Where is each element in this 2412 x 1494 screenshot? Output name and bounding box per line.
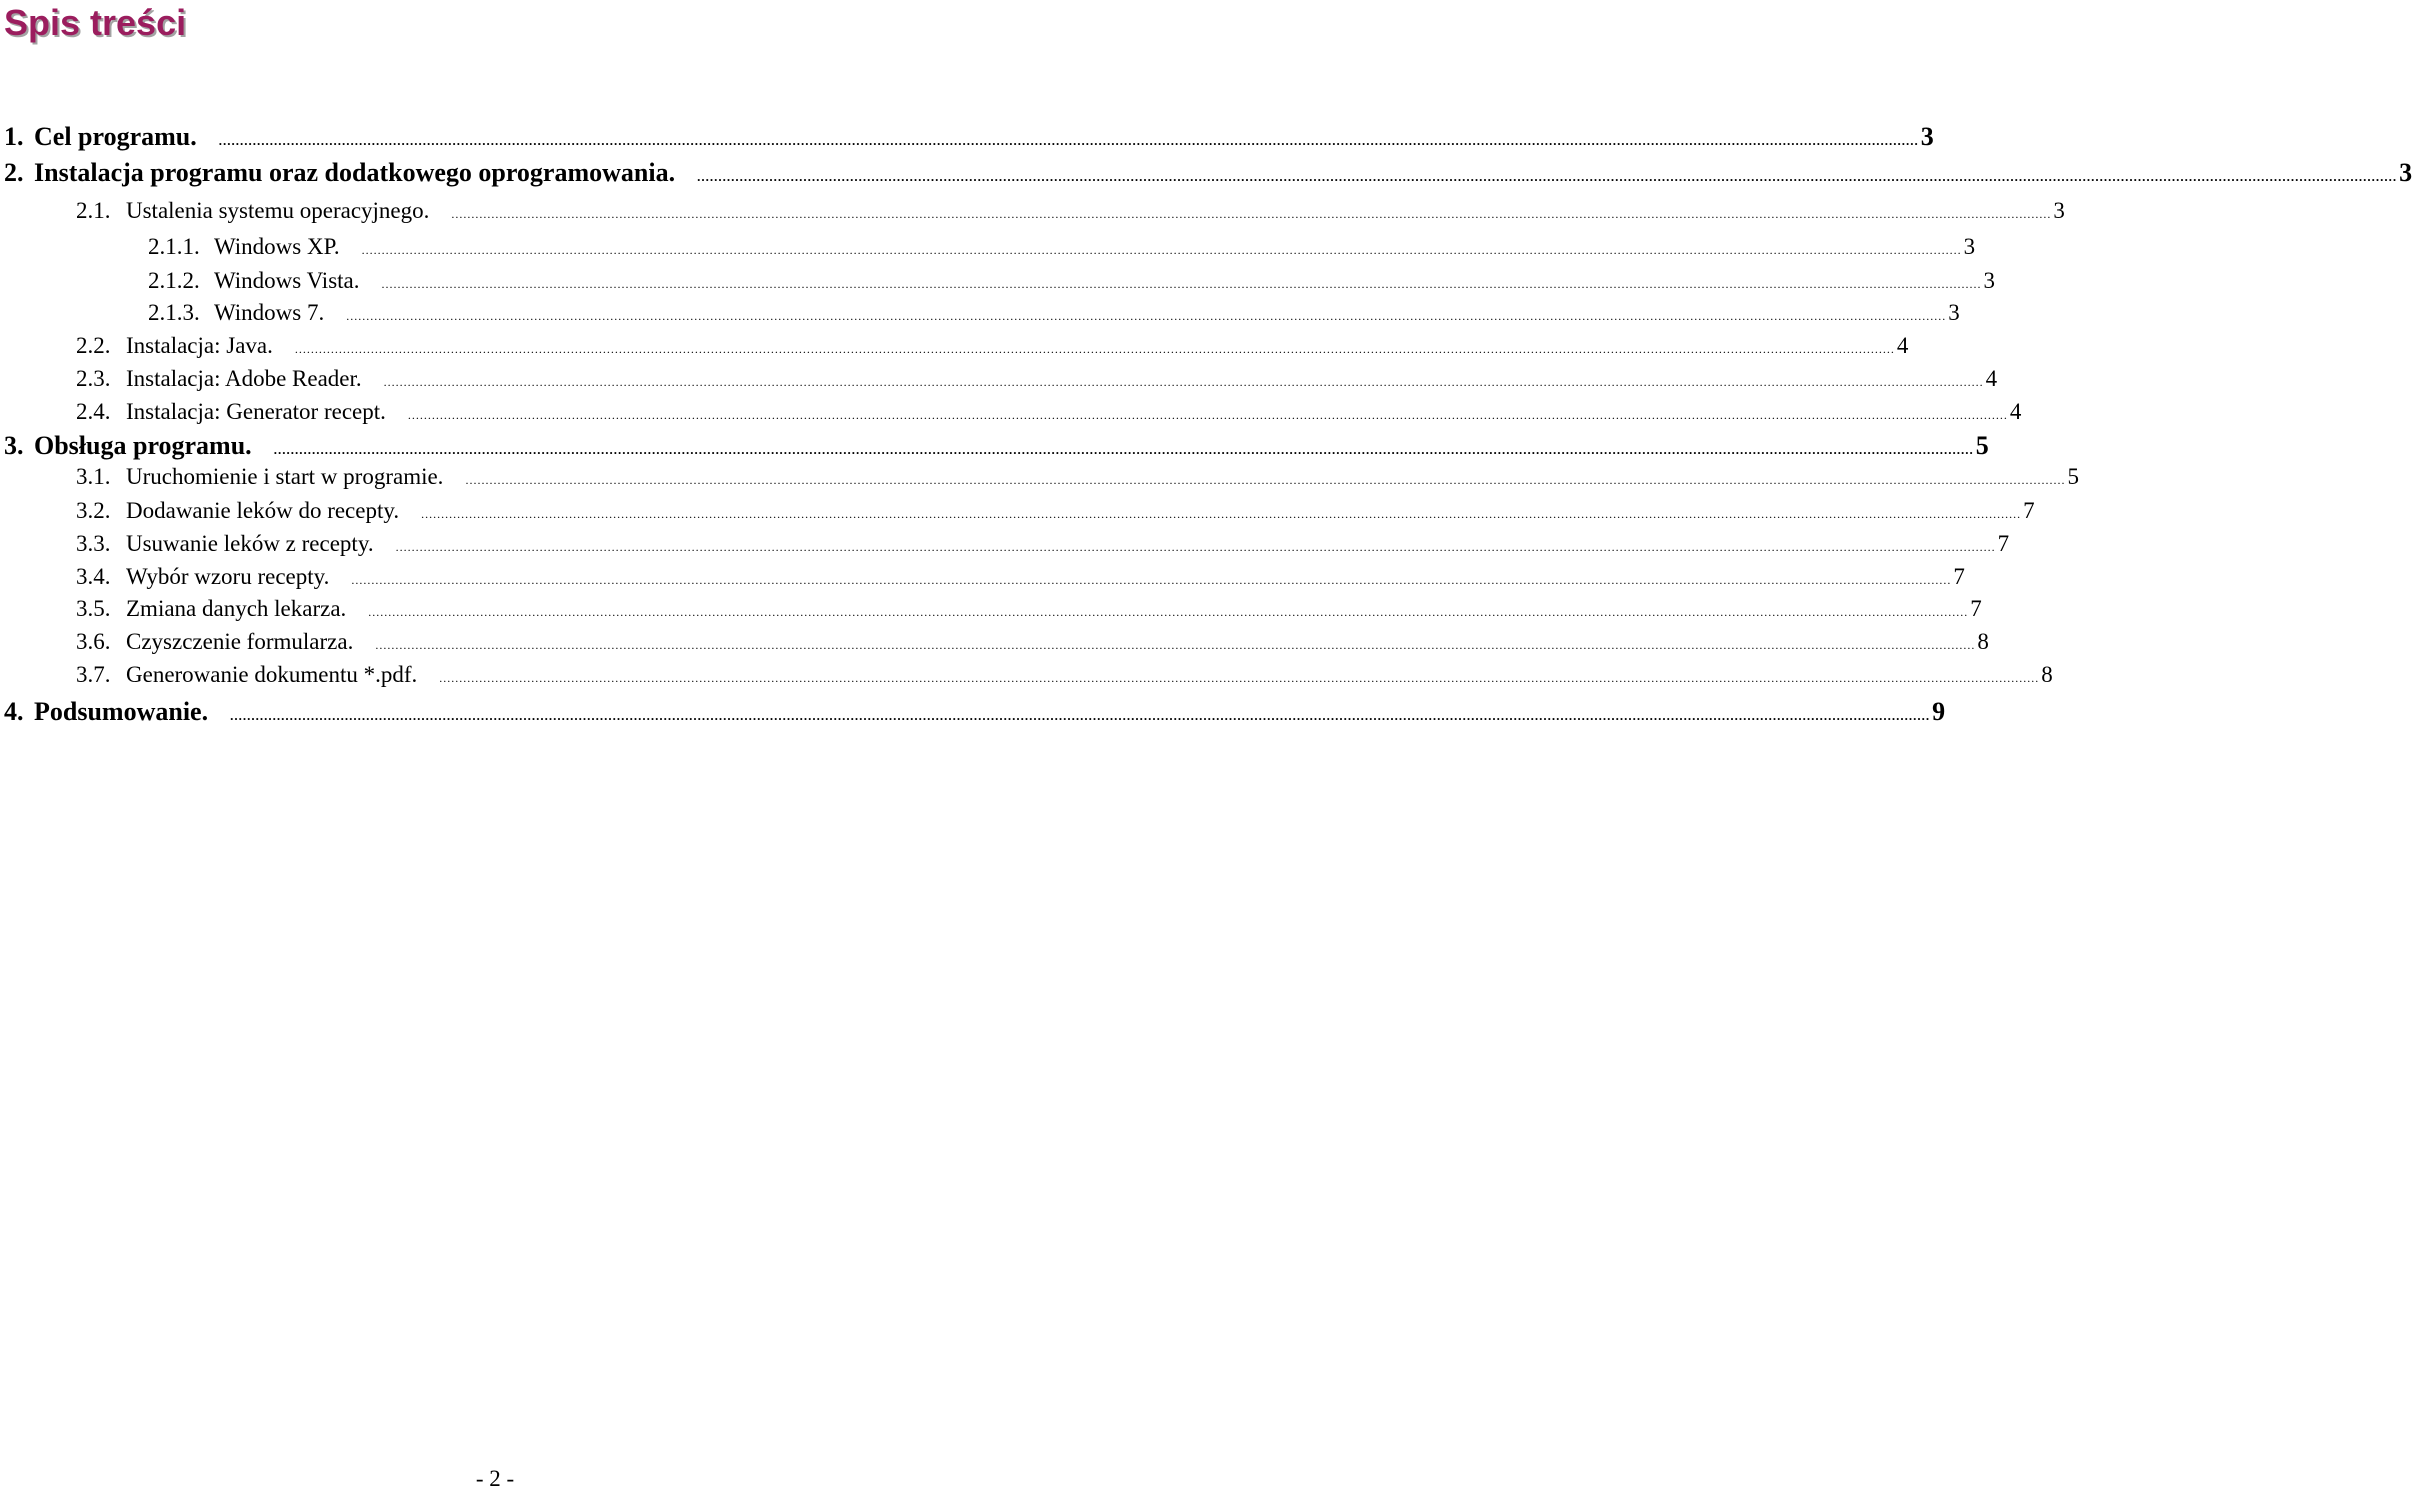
- toc-entry[interactable]: [148, 232, 1976, 265]
- toc-entry-number: 2.1.2.: [148, 268, 200, 293]
- toc-dot-leader: ................................................................................................................................................................................................................................................................................................................................................................................................................: [351, 573, 1952, 587]
- toc-entry-page: 3: [1948, 300, 1960, 325]
- toc-entry-page: 5: [1975, 431, 1989, 460]
- toc-entry-label: Windows 7.: [214, 300, 325, 325]
- toc-entry-number: 2.4.: [76, 399, 111, 424]
- toc-entry-label: Generowanie dokumentu *.pdf.: [126, 662, 418, 687]
- toc-entry-label: Instalacja: Adobe Reader.: [126, 366, 362, 391]
- toc-entry[interactable]: [76, 529, 2010, 562]
- toc-entry-page: 3: [1963, 234, 1976, 259]
- toc-entry[interactable]: [76, 331, 1909, 364]
- toc-entry-page: 3: [1983, 268, 1995, 293]
- toc-entry-page: 4: [2009, 399, 2022, 424]
- toc-entry[interactable]: [148, 298, 1960, 331]
- page-number-footer: - 2 -: [475, 1466, 515, 1491]
- toc-dot-leader: ................................................................................................................................................................................................................................................................................................................................................................................................................: [346, 309, 1947, 323]
- toc-dot-leader: ................................................................................................................................................................................................................................................................................................................................................................................................................: [439, 671, 2040, 685]
- toc-entry-number: 3.: [4, 431, 24, 460]
- toc-entry[interactable]: [4, 695, 1946, 733]
- toc-entry-label: Dodawanie leków do recepty.: [126, 498, 400, 523]
- toc-entry-label: Podsumowanie.: [34, 697, 209, 726]
- toc-entry-page: 3: [2399, 158, 2412, 187]
- toc-entry[interactable]: [76, 562, 1965, 595]
- toc-dot-leader: ................................................................................................................................................................................................................................................................................................................................................................................................................: [421, 507, 2022, 521]
- toc-entry[interactable]: [76, 627, 1989, 660]
- toc-entry-number: 3.6.: [76, 629, 111, 654]
- page-title: Spis treści: [4, 2, 187, 43]
- toc-entry-label: Windows XP.: [214, 234, 340, 259]
- toc-entry-number: 3.5.: [76, 596, 111, 621]
- toc-dot-leader: ................................................................................................................................................................................................................................................................................................................................................................................................................: [368, 605, 1969, 619]
- toc-entry-page: 7: [1997, 531, 2010, 556]
- toc-entry-label: Zmiana danych lekarza.: [126, 596, 347, 621]
- toc-entry-label: Czyszczenie formularza.: [126, 629, 354, 654]
- toc-entry-page: 5: [2067, 464, 2079, 489]
- toc-entry-page: 3: [2053, 198, 2065, 223]
- toc-entry-page: 9: [1932, 697, 1946, 726]
- toc-entry-page: 4: [1985, 366, 1998, 391]
- toc-dot-leader: ................................................................................................................................................................................................................................................................................................................................................................................................................: [383, 375, 1984, 389]
- toc-entry[interactable]: [4, 120, 1934, 158]
- toc-dot-leader: ................................................................................................................................................................................................................................................................................................................................................................................................................: [230, 708, 1931, 723]
- toc-entry-label: Ustalenia systemu operacyjnego.: [126, 198, 430, 223]
- toc-dot-leader: ................................................................................................................................................................................................................................................................................................................................................................................................................: [294, 342, 1895, 356]
- toc-entry-label: Cel programu.: [34, 122, 197, 151]
- toc-entry-label: Wybór wzoru recepty.: [126, 564, 330, 589]
- toc-entry[interactable]: [76, 196, 2065, 229]
- toc-entry-number: 2.: [4, 158, 24, 187]
- toc-entry-label: Instalacja: Java.: [126, 333, 273, 358]
- toc-entry-number: 3.7.: [76, 662, 111, 687]
- toc-entry[interactable]: [148, 266, 1995, 299]
- toc-entry-label: Usuwanie leków z recepty.: [126, 531, 374, 556]
- toc-entry-page: 7: [1953, 564, 1965, 589]
- toc-entry[interactable]: [76, 462, 2079, 495]
- toc-entry-label: Instalacja: Generator recept.: [126, 399, 386, 424]
- toc-dot-leader: ................................................................................................................................................................................................................................................................................................................................................................................................................: [465, 473, 2066, 487]
- toc-dot-leader: ................................................................................................................................................................................................................................................................................................................................................................................................................: [218, 133, 1919, 148]
- toc-entry-number: 2.3.: [76, 366, 111, 391]
- toc-entry-label: Windows Vista.: [214, 268, 360, 293]
- toc-dot-leader: ................................................................................................................................................................................................................................................................................................................................................................................................................: [361, 243, 1962, 257]
- toc-entry[interactable]: [76, 660, 2053, 693]
- toc-entry[interactable]: [76, 397, 2022, 430]
- toc-entry-label: Obsługa programu.: [34, 431, 252, 460]
- toc-entry-number: 3.1.: [76, 464, 111, 489]
- toc-dot-leader: ................................................................................................................................................................................................................................................................................................................................................................................................................: [407, 408, 2008, 422]
- toc-dot-leader: ................................................................................................................................................................................................................................................................................................................................................................................................................: [697, 169, 2398, 184]
- toc-entry-label: Uruchomienie i start w programie.: [126, 464, 444, 489]
- toc-entry[interactable]: [76, 496, 2035, 529]
- toc-entry-number: 4.: [4, 697, 24, 726]
- toc-entry-number: 3.4.: [76, 564, 111, 589]
- toc-entry-label: Instalacja programu oraz dodatkowego oprogramowania.: [34, 158, 676, 187]
- toc-dot-leader: ................................................................................................................................................................................................................................................................................................................................................................................................................: [451, 207, 2052, 221]
- toc-entry-number: 2.1.3.: [148, 300, 200, 325]
- toc-entry-number: 1.: [4, 122, 24, 151]
- toc-entry-number: 3.3.: [76, 531, 111, 556]
- toc-entry[interactable]: [76, 594, 1982, 627]
- toc-entry[interactable]: [4, 156, 2412, 194]
- toc-entry-number: 2.1.: [76, 198, 111, 223]
- toc-dot-leader: ................................................................................................................................................................................................................................................................................................................................................................................................................: [395, 540, 1996, 554]
- toc-entry-page: 4: [1896, 333, 1909, 358]
- toc-entry-number: 2.2.: [76, 333, 111, 358]
- toc-entry-page: 7: [2023, 498, 2035, 523]
- toc-entry-page: 3: [1920, 122, 1934, 151]
- toc-entry-page: 8: [2041, 662, 2053, 687]
- toc-entry-page: 8: [1977, 629, 1989, 654]
- toc-entry-number: 2.1.1.: [148, 234, 200, 259]
- toc-entry[interactable]: [76, 364, 1998, 397]
- toc-dot-leader: ................................................................................................................................................................................................................................................................................................................................................................................................................: [381, 277, 1982, 291]
- toc-dot-leader: ................................................................................................................................................................................................................................................................................................................................................................................................................: [273, 442, 1974, 457]
- toc-entry-page: 7: [1970, 596, 1982, 621]
- toc-dot-leader: ................................................................................................................................................................................................................................................................................................................................................................................................................: [375, 638, 1976, 652]
- toc-entry-number: 3.2.: [76, 498, 111, 523]
